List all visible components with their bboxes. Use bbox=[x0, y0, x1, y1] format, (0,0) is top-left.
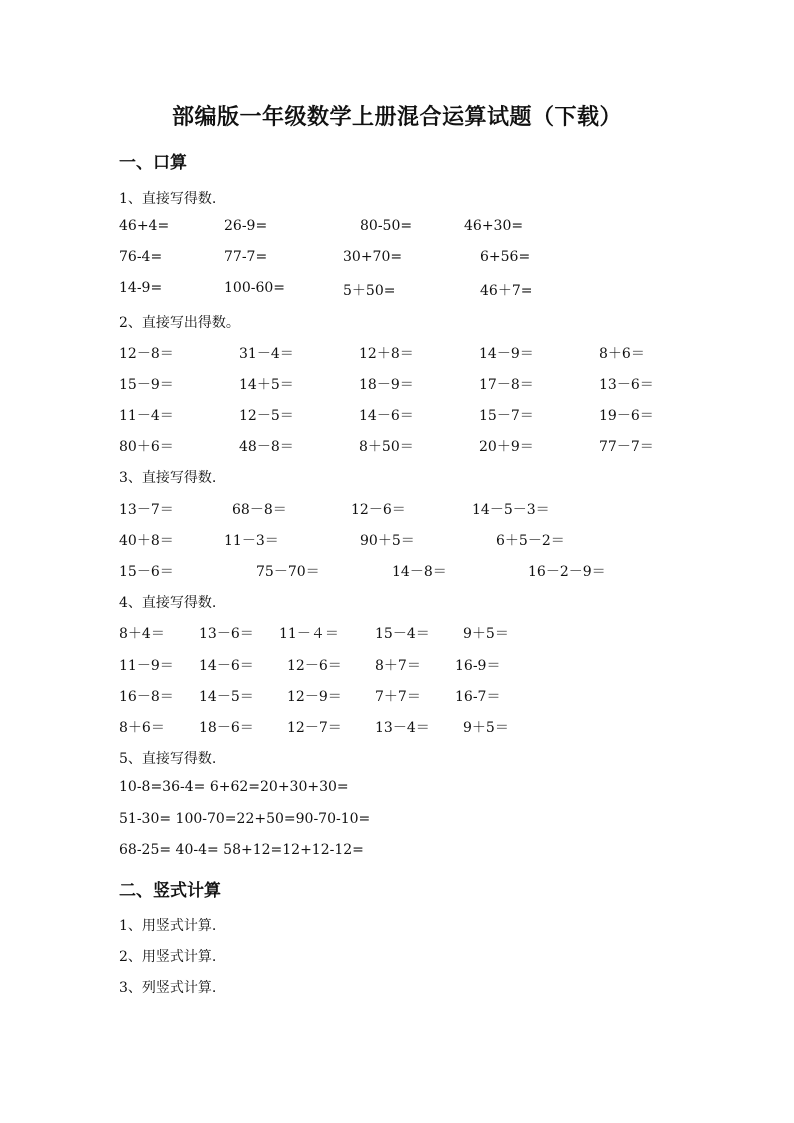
problem-row bbox=[0, 249, 794, 269]
problem: 14－6＝ bbox=[359, 408, 414, 424]
problem: 13－4＝ bbox=[375, 720, 430, 736]
problem: 14-9= bbox=[119, 280, 163, 296]
problem: 80-50= bbox=[360, 218, 413, 234]
question-label: 2、用竖式计算. bbox=[119, 949, 217, 965]
problem-row bbox=[0, 623, 794, 643]
problem-row bbox=[0, 374, 794, 394]
problem: 9＋5＝ bbox=[463, 626, 509, 642]
problem: 15－9＝ bbox=[119, 377, 174, 393]
problem: 19－6＝ bbox=[599, 408, 654, 424]
problem: 77－7＝ bbox=[599, 439, 654, 455]
page-title: 部编版一年级数学上册混合运算试题（下载） bbox=[171, 104, 622, 130]
problem-line: 10-8=36-4= 6+62=20+30+30= bbox=[119, 779, 349, 795]
problem: 15－4＝ bbox=[375, 626, 430, 642]
question-label: 2、直接写出得数。 bbox=[119, 315, 240, 331]
problem: 14－5－3＝ bbox=[472, 502, 550, 518]
problem: 46＋7= bbox=[480, 283, 533, 299]
problem: 16－8＝ bbox=[119, 689, 174, 705]
question-label: 1、用竖式计算. bbox=[119, 918, 217, 934]
problem: 8＋7＝ bbox=[375, 658, 421, 674]
problem: 11－9＝ bbox=[119, 658, 174, 674]
problem: 46+30= bbox=[464, 218, 524, 234]
problem-row bbox=[0, 343, 794, 363]
problem: 30+70= bbox=[343, 249, 403, 265]
problem: 100-60= bbox=[224, 280, 285, 296]
problem: 12－7＝ bbox=[287, 720, 342, 736]
problem: 12－8＝ bbox=[119, 346, 174, 362]
problem: 14－5＝ bbox=[199, 689, 254, 705]
problem: 14＋5＝ bbox=[239, 377, 294, 393]
problem: 5＋50= bbox=[343, 283, 396, 299]
problem: 8＋6＝ bbox=[119, 720, 165, 736]
problem: 8＋4＝ bbox=[119, 626, 165, 642]
problem: 48－8＝ bbox=[239, 439, 294, 455]
problem: 16-9＝ bbox=[455, 658, 501, 674]
question-label: 1、直接写得数. bbox=[119, 191, 217, 207]
problem: 11－４＝ bbox=[279, 626, 339, 642]
problem: 16－2－9＝ bbox=[528, 564, 606, 580]
problem: 26-9= bbox=[224, 218, 268, 234]
problem-row bbox=[0, 499, 794, 519]
problem: 12－6＝ bbox=[351, 502, 406, 518]
problem-row bbox=[0, 717, 794, 737]
problem: 8＋50＝ bbox=[359, 439, 414, 455]
question-label: 3、列竖式计算. bbox=[119, 980, 217, 996]
problem: 6+56= bbox=[480, 249, 531, 265]
problem: 12－6＝ bbox=[287, 658, 342, 674]
problem: 16-7＝ bbox=[455, 689, 501, 705]
problem: 68－8＝ bbox=[232, 502, 287, 518]
problem-row bbox=[0, 561, 794, 581]
problem: 18－6＝ bbox=[199, 720, 254, 736]
problem: 13－6＝ bbox=[599, 377, 654, 393]
problem: 17－8＝ bbox=[479, 377, 534, 393]
problem-row bbox=[0, 436, 794, 456]
problem: 9＋5＝ bbox=[463, 720, 509, 736]
problem: 31－4＝ bbox=[239, 346, 294, 362]
problem: 14－9＝ bbox=[479, 346, 534, 362]
problem: 80＋6＝ bbox=[119, 439, 174, 455]
problem: 12－9＝ bbox=[287, 689, 342, 705]
problem: 46+4= bbox=[119, 218, 170, 234]
section-heading-oral-calculation: 一、口算 bbox=[119, 153, 187, 173]
section-heading-vertical-calculation: 二、竖式计算 bbox=[119, 881, 221, 901]
problem: 76-4= bbox=[119, 249, 163, 265]
problem: 90＋5＝ bbox=[360, 533, 415, 549]
problem-line: 68-25= 40-4= 58+12=12+12-12= bbox=[119, 842, 364, 858]
question-label: 3、直接写得数. bbox=[119, 470, 217, 486]
problem: 11－3＝ bbox=[224, 533, 279, 549]
problem-row bbox=[0, 530, 794, 550]
problem: 15－7＝ bbox=[479, 408, 534, 424]
problem: 8＋6＝ bbox=[599, 346, 645, 362]
problem: 13－7＝ bbox=[119, 502, 174, 518]
problem: 18－9＝ bbox=[359, 377, 414, 393]
problem: 12＋8＝ bbox=[359, 346, 414, 362]
problem-row bbox=[0, 655, 794, 675]
problem-row bbox=[0, 405, 794, 425]
problem-row bbox=[0, 218, 794, 238]
problem: 14－8＝ bbox=[392, 564, 447, 580]
problem: 75－70＝ bbox=[256, 564, 320, 580]
problem: 7＋7＝ bbox=[375, 689, 421, 705]
problem: 20＋9＝ bbox=[479, 439, 534, 455]
question-label: 4、直接写得数. bbox=[119, 595, 217, 611]
problem-line: 51-30= 100-70=22+50=90-70-10= bbox=[119, 811, 371, 827]
problem: 6＋5－2＝ bbox=[496, 533, 565, 549]
problem: 40＋8＝ bbox=[119, 533, 174, 549]
problem: 15－6＝ bbox=[119, 564, 174, 580]
problem: 11－4＝ bbox=[119, 408, 174, 424]
problem-row bbox=[0, 686, 794, 706]
problem-row bbox=[0, 280, 794, 300]
problem: 77-7= bbox=[224, 249, 268, 265]
question-label: 5、直接写得数. bbox=[119, 751, 217, 767]
problem: 14－6＝ bbox=[199, 658, 254, 674]
problem: 12－5＝ bbox=[239, 408, 294, 424]
problem: 13－6＝ bbox=[199, 626, 254, 642]
